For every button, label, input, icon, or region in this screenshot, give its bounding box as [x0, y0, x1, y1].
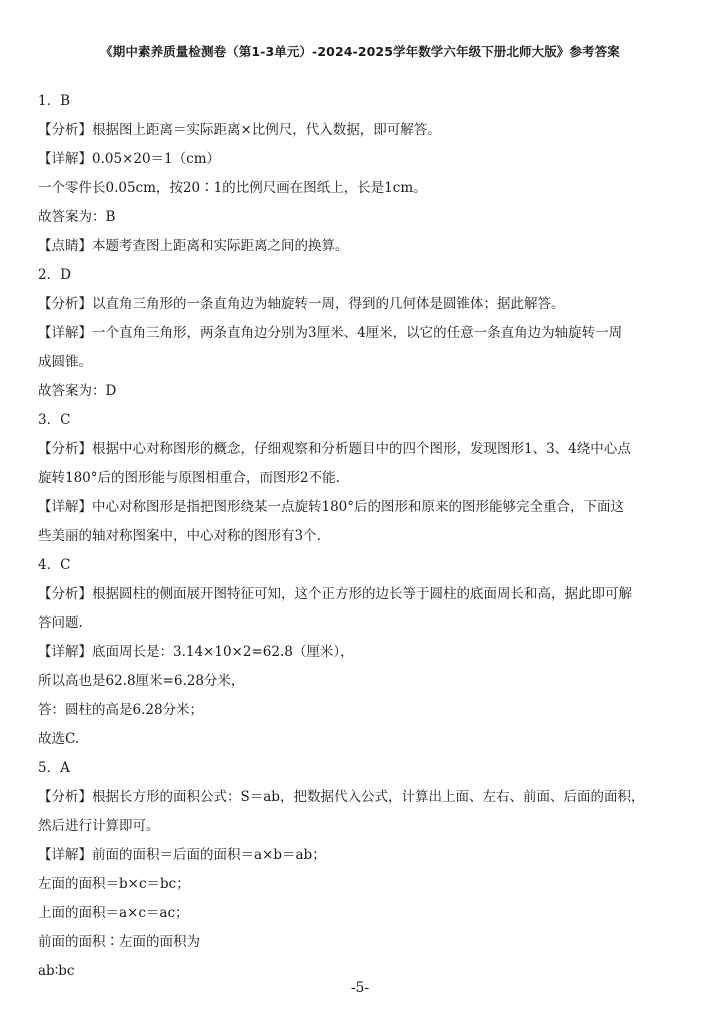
text-line: 些美丽的轴对称图案中，中心对称的图形有3个. — [38, 528, 321, 544]
text-line: 成圆锥。 — [38, 354, 92, 370]
text-line: 2．D — [38, 267, 71, 283]
text-line: 左面的面积＝b×c＝bc； — [38, 876, 190, 892]
text-line: 【详解】一个直角三角形，两条直角边分别为3厘米、4厘米，以它的任意一条直角边为轴旋转一周 — [38, 325, 623, 341]
text-line: ab∶bc — [38, 963, 75, 979]
text-line: 【详解】中心对称图形是指把图形绕某一点旋转180°后的图形和原来的图形能够完全重合，下面这 — [38, 499, 625, 515]
text-line: 4．C — [38, 557, 71, 573]
text-line: 故答案为：D — [38, 383, 117, 399]
text-line: 【分析】根据中心对称图形的概念，仔细观察和分析题目中的四个图形，发现图形1、3、4绕中心点 — [38, 441, 631, 457]
text-line: 【分析】根据圆柱的侧面展开图特征可知，这个正方形的边长等于圆柱的底面周长和高，据此即可解 — [38, 586, 632, 602]
text-line: 答：圆柱的高是6.28分米； — [38, 702, 204, 718]
text-line: 所以高也是62.8厘米=6.28分米， — [38, 673, 245, 689]
text-line: 故答案为：B — [38, 209, 116, 225]
text-line: 5．A — [38, 760, 70, 776]
text-line: 然后进行计算即可。 — [38, 818, 160, 834]
text-line: 1．B — [38, 93, 71, 109]
text-line: 上面的面积＝a×c＝ac； — [38, 905, 189, 921]
text-line: 3．C — [38, 412, 71, 428]
text-line: 【分析】根据图上距离＝实际距离×比例尺，代入数据，即可解答。 — [38, 122, 441, 138]
text-line: 前面的面积∶左面的面积为 — [38, 934, 200, 950]
answer-body — [38, 87, 688, 986]
page-number: -5- — [350, 980, 370, 996]
text-line: 【详解】前面的面积＝后面的面积＝a×b＝ab； — [38, 847, 326, 863]
text-line: 一个零件长0.05cm，按20∶1的比例尺画在图纸上，长是1cm。 — [38, 180, 427, 196]
text-line: 【详解】底面周长是：3.14×10×2=62.8（厘米）， — [38, 644, 354, 660]
text-line: 答问题. — [38, 615, 83, 631]
text-line: 【详解】0.05×20＝1（cm） — [38, 151, 220, 167]
document-title: 《期中素养质量检测卷（第1-3单元）-2024-2025学年数学六年级下册北师大版》参考答案 — [100, 44, 620, 59]
text-line: 【分析】以直角三角形的一条直角边为轴旋转一周，得到的几何体是圆锥体；据此解答。 — [38, 296, 565, 312]
text-line: 【点睛】本题考查图上距离和实际距离之间的换算。 — [38, 238, 349, 254]
text-line: 【分析】根据长方形的面积公式：S＝ab，把数据代入公式，计算出上面、左右、前面、后面的面积， — [38, 789, 645, 805]
text-line: 旋转180°后的图形能与原图相重合，而图形2不能. — [38, 470, 340, 486]
text-line: 故选C. — [38, 731, 80, 747]
